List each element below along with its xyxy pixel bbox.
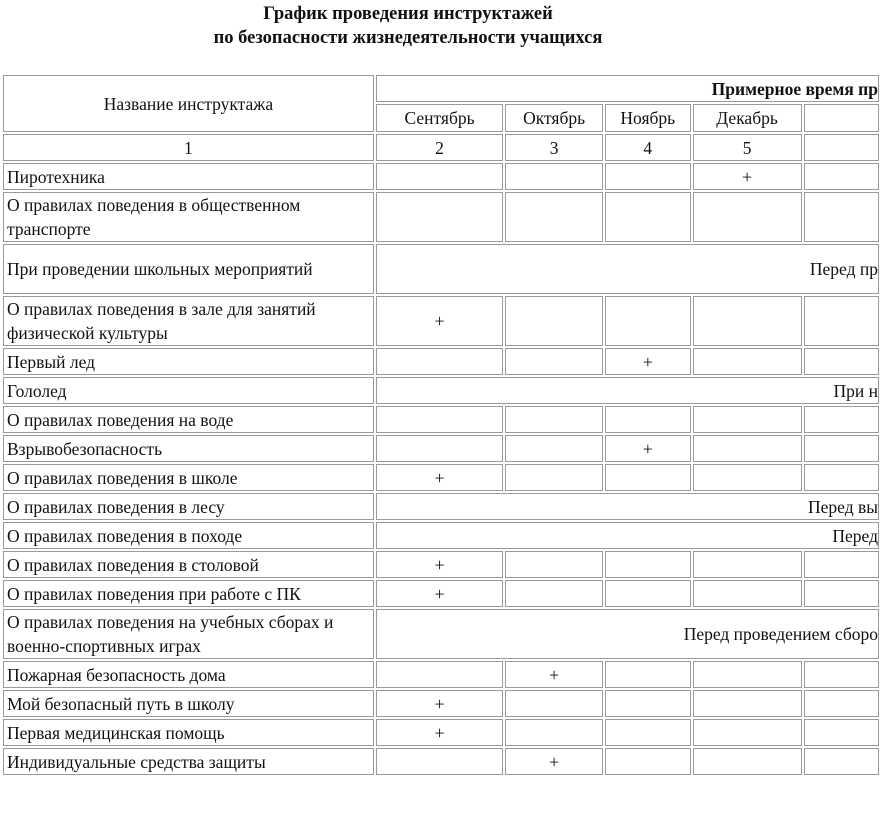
row-name-cell: При проведении школьных мероприятий: [3, 244, 374, 294]
table-row: [3, 609, 879, 659]
header-name-column: Название инструктажа: [3, 75, 374, 132]
row-month-cell: [804, 551, 879, 578]
row-span-note: Перед пр: [376, 244, 879, 294]
row-month-cell: [605, 192, 691, 242]
row-month-cell: [804, 580, 879, 607]
table-row: [3, 163, 879, 190]
table-row: [3, 464, 879, 491]
row-name-cell: Первая медицинская помощь: [3, 719, 374, 746]
row-month-cell: [693, 551, 802, 578]
row-month-cell: [605, 748, 691, 775]
row-name-cell: О правилах поведения в общественном транспорте: [3, 192, 374, 242]
row-month-cell: [693, 748, 802, 775]
row-month-cell: [804, 192, 879, 242]
table-row: [3, 551, 879, 578]
table-row: [3, 377, 879, 404]
row-month-cell: [505, 348, 603, 375]
row-month-cell: +: [505, 661, 603, 688]
table-row: [3, 690, 879, 717]
row-month-cell: +: [505, 748, 603, 775]
row-month-cell: +: [376, 719, 503, 746]
row-month-cell: [505, 719, 603, 746]
table-row: [3, 435, 879, 462]
header-number-6: [804, 134, 879, 161]
row-month-cell: +: [376, 464, 503, 491]
row-month-cell: +: [376, 690, 503, 717]
row-month-cell: [693, 296, 802, 346]
row-name-cell: О правилах поведения в столовой: [3, 551, 374, 578]
header-number-3: 3: [505, 134, 603, 161]
row-month-cell: [804, 296, 879, 346]
row-month-cell: [505, 296, 603, 346]
table-row: [3, 493, 879, 520]
title-line-1: График проведения инструктажей: [263, 4, 553, 24]
row-span-note: Перед: [376, 522, 879, 549]
schedule-table: [1, 73, 881, 777]
row-month-cell: [376, 192, 503, 242]
row-month-cell: [693, 690, 802, 717]
row-name-cell: О правилах поведения при работе с ПК: [3, 580, 374, 607]
row-month-cell: [505, 551, 603, 578]
row-name-cell: О правилах поведения на воде: [3, 406, 374, 433]
header-time-group: Примерное время пр: [376, 75, 879, 102]
row-month-cell: [693, 580, 802, 607]
header-number-1: 1: [3, 134, 374, 161]
row-name-cell: Гололед: [3, 377, 374, 404]
row-month-cell: [693, 348, 802, 375]
title-line-2: по безопасности жизнедеятельности учащихся: [213, 28, 603, 48]
row-month-cell: [804, 748, 879, 775]
header-number-4: 4: [605, 134, 691, 161]
row-month-cell: [376, 748, 503, 775]
row-month-cell: [376, 406, 503, 433]
row-month-cell: [376, 435, 503, 462]
row-month-cell: [605, 163, 691, 190]
row-month-cell: +: [376, 296, 503, 346]
row-month-cell: +: [376, 580, 503, 607]
row-month-cell: [693, 406, 802, 433]
row-month-cell: [376, 163, 503, 190]
table-row: [3, 748, 879, 775]
row-month-cell: [605, 551, 691, 578]
row-month-cell: [505, 406, 603, 433]
row-span-note: Перед вы: [376, 493, 879, 520]
row-name-cell: О правилах поведения в походе: [3, 522, 374, 549]
row-name-cell: Пиротехника: [3, 163, 374, 190]
row-month-cell: [505, 580, 603, 607]
row-month-cell: +: [376, 551, 503, 578]
row-name-cell: Взрывобезопасность: [3, 435, 374, 462]
table-row: [3, 406, 879, 433]
row-month-cell: [505, 163, 603, 190]
header-month-dec: Декабрь: [693, 104, 802, 132]
row-month-cell: [804, 348, 879, 375]
row-name-cell: Мой безопасный путь в школу: [3, 690, 374, 717]
row-month-cell: [605, 464, 691, 491]
row-month-cell: [505, 192, 603, 242]
row-month-cell: [804, 435, 879, 462]
row-span-note: При н: [376, 377, 879, 404]
row-month-cell: [804, 464, 879, 491]
row-name-cell: О правилах поведения в лесу: [3, 493, 374, 520]
row-month-cell: [693, 192, 802, 242]
row-month-cell: [804, 690, 879, 717]
table-row: [3, 244, 879, 294]
row-month-cell: [605, 690, 691, 717]
row-name-cell: О правилах поведения на учебных сборах и военно-спортивных играх: [3, 609, 374, 659]
header-month-sep: Сентябрь: [376, 104, 503, 132]
row-month-cell: [693, 661, 802, 688]
row-month-cell: [605, 580, 691, 607]
table-row: [3, 192, 879, 242]
header-month-next: [804, 104, 879, 132]
row-month-cell: [605, 406, 691, 433]
row-name-cell: О правилах поведения в зале для занятий физической культуры: [3, 296, 374, 346]
table-row: [3, 348, 879, 375]
row-month-cell: [693, 435, 802, 462]
row-month-cell: [605, 719, 691, 746]
row-month-cell: [505, 464, 603, 491]
row-month-cell: +: [693, 163, 802, 190]
row-month-cell: +: [605, 348, 691, 375]
row-month-cell: [804, 719, 879, 746]
document-title: [0, 2, 816, 50]
table-row: [3, 522, 879, 549]
row-name-cell: О правилах поведения в школе: [3, 464, 374, 491]
row-span-note: Перед проведением сборо: [376, 609, 879, 659]
row-month-cell: +: [605, 435, 691, 462]
header-month-oct: Октябрь: [505, 104, 603, 132]
row-name-cell: Первый лед: [3, 348, 374, 375]
row-month-cell: [505, 690, 603, 717]
row-month-cell: [693, 464, 802, 491]
row-month-cell: [605, 296, 691, 346]
row-month-cell: [804, 406, 879, 433]
row-month-cell: [804, 163, 879, 190]
row-name-cell: Индивидуальные средства защиты: [3, 748, 374, 775]
row-month-cell: [505, 435, 603, 462]
row-name-cell: Пожарная безопасность дома: [3, 661, 374, 688]
header-number-5: 5: [693, 134, 802, 161]
table-row: [3, 296, 879, 346]
row-month-cell: [376, 661, 503, 688]
row-month-cell: [804, 661, 879, 688]
row-month-cell: [605, 661, 691, 688]
table-row: [3, 719, 879, 746]
table-row: [3, 580, 879, 607]
header-month-nov: Ноябрь: [605, 104, 691, 132]
row-month-cell: [376, 348, 503, 375]
row-month-cell: [693, 719, 802, 746]
header-number-2: 2: [376, 134, 503, 161]
table-row: [3, 661, 879, 688]
